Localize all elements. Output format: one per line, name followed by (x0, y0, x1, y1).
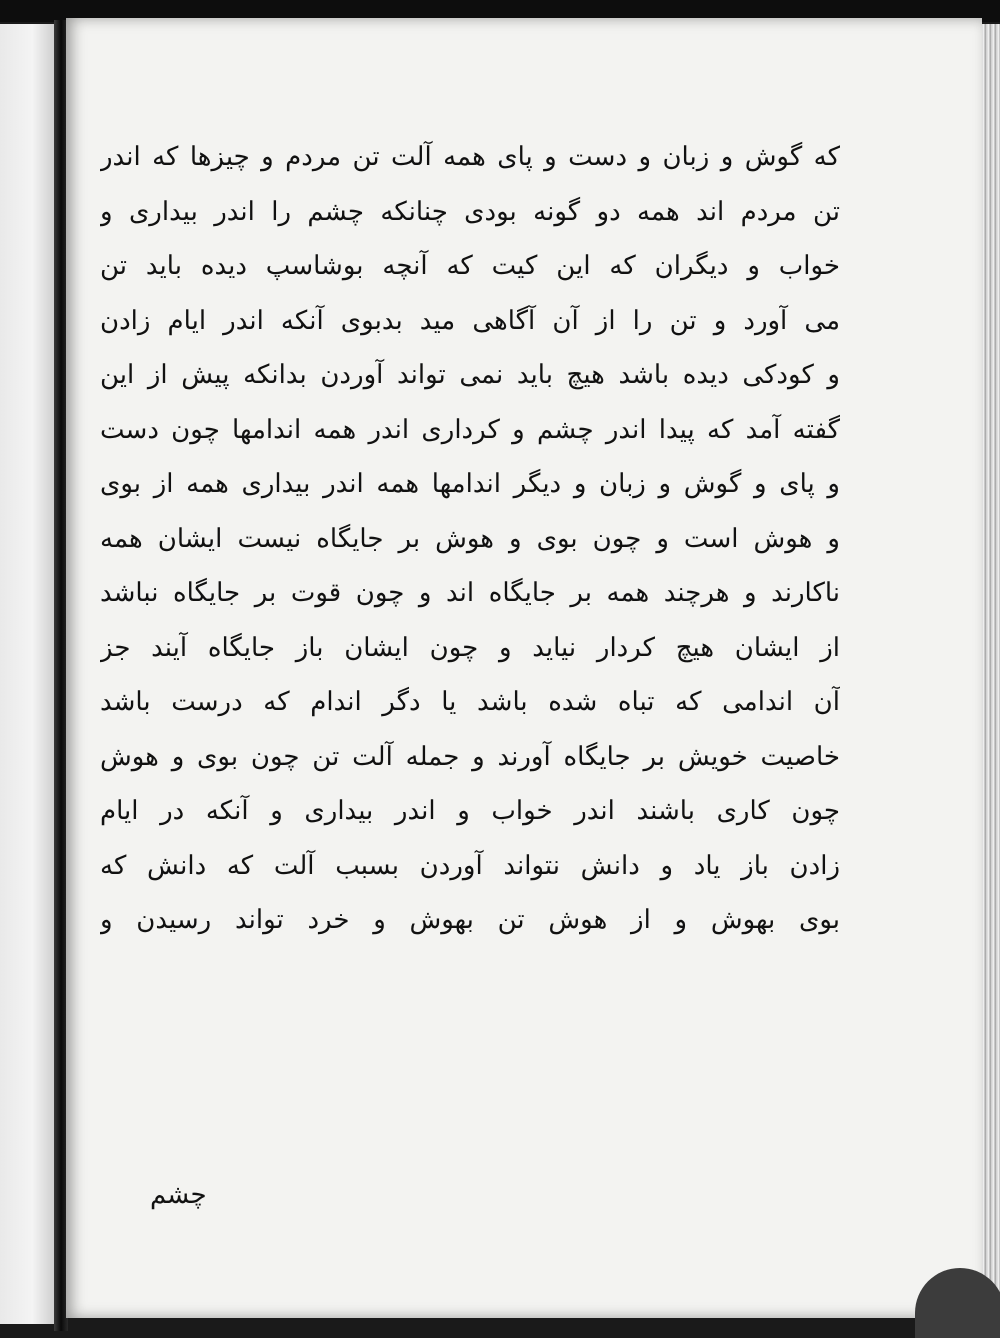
text-line-11: آن اندامی که تباه شده باشد یا دگر اندام که درست باشد (100, 687, 840, 717)
text-line-10: از ایشان هیچ کردار نیاید و چون ایشان باز جایگاه آیند جز (100, 632, 840, 663)
text-line-1: که گوش و زبان و دست و پای همه آلت تن مردم و چیزها که اندر (100, 142, 840, 172)
text-line-12: خاصیت خویش بر جایگاه آورند و جمله آلت تن چون بوی و هوش (100, 741, 840, 772)
text-line-9: ناکارند و هرچند همه بر جایگاه اند و چون قوت بر جایگاه نباشد (100, 578, 840, 608)
page-stack-edge (982, 24, 1000, 1304)
text-line-8: و هوش است و چون بوی و هوش بر جایگاه نیست ایشان همه (100, 523, 840, 554)
text-line-15: بوی بهوش و از هوش تن بهوش و خرد تواند رسیدن و (100, 905, 840, 935)
text-line-13: چون کاری باشند اندر خواب و اندر بیداری و آنکه در ایام (100, 796, 840, 826)
text-line-2: تن مردم اند همه دو گونه بودی چنانکه چشم را اندر بیداری و (100, 196, 840, 227)
text-line-5: و کودکی دیده باشد هیچ باید نمی تواند آوردن بدانکه پیش از این (100, 360, 840, 390)
catchword: چشم (150, 1180, 207, 1210)
manuscript-text-block (100, 130, 840, 948)
text-line-14: زادن باز یاد و دانش نتواند آوردن بسبب آلت که دانش که (100, 850, 840, 881)
text-line-6: گفته آمد که پیدا اندر چشم و کرداری اندر همه اندامها چون دست (100, 414, 840, 445)
text-line-7: و پای و گوش و زبان و دیگر اندامها همه اندر بیداری همه از بوی (100, 469, 840, 499)
text-line-3: خواب و دیگران که این کیت که آنچه بوشاسپ دیده باید تن (100, 251, 840, 281)
text-line-4: می آورد و تن را از آن آگاهی مید بدبوی آنکه اندر ایام زادن (100, 305, 840, 336)
facing-page-edge (0, 24, 54, 1324)
